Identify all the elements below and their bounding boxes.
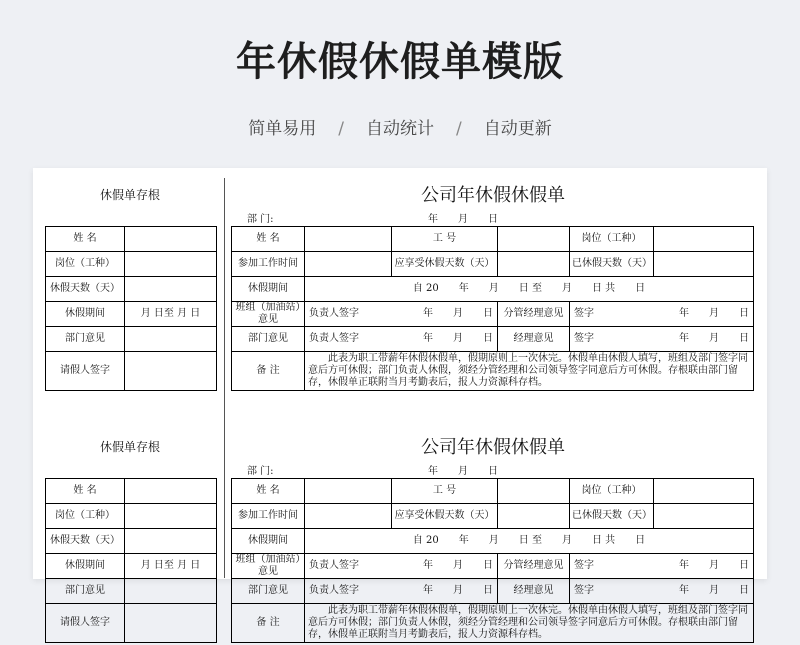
stub-days-field[interactable] bbox=[125, 277, 217, 302]
stub-table bbox=[45, 478, 217, 643]
name-field[interactable] bbox=[305, 227, 392, 252]
join-label: 参加工作时间 bbox=[232, 504, 305, 529]
name-label: 姓 名 bbox=[232, 227, 305, 252]
empno-field[interactable] bbox=[498, 227, 570, 252]
manager-label: 经理意见 bbox=[498, 579, 570, 604]
taken-label: 已休假天数（天） bbox=[570, 252, 654, 277]
stub-days-field[interactable] bbox=[125, 529, 217, 554]
note-label: 备 注 bbox=[232, 604, 305, 643]
team-label: 班组（加油站）意见 bbox=[232, 302, 305, 327]
stub-title: 休假单存根 bbox=[99, 440, 160, 454]
page-title: 年休假休假单模版 bbox=[236, 39, 564, 85]
form-date: 年 月 日 bbox=[428, 214, 498, 225]
form-date: 年 月 日 bbox=[428, 466, 498, 477]
sign-date: 年 月 日 bbox=[679, 585, 749, 596]
leader-sign-label: 负责人签字 bbox=[309, 585, 359, 596]
stub-dept-field[interactable] bbox=[125, 579, 217, 604]
stub-period-field[interactable]: 月 日至 月 日 bbox=[125, 302, 217, 327]
entitled-label: 应享受休假天数（天） bbox=[392, 252, 498, 277]
leave-form-table bbox=[231, 478, 754, 643]
stub-label: 休假期间 bbox=[46, 302, 125, 327]
leader-sign-label: 负责人签字 bbox=[309, 333, 359, 344]
leader-sign-label: 负责人签字 bbox=[309, 560, 359, 571]
leave-form-table bbox=[231, 226, 754, 391]
period-label: 休假期间 bbox=[232, 529, 305, 554]
stub-label: 休假天数（天） bbox=[46, 277, 125, 302]
stub-title: 休假单存根 bbox=[99, 188, 160, 202]
sign-date: 年 月 日 bbox=[423, 560, 493, 571]
stub-period-field[interactable]: 月 日至 月 日 bbox=[125, 554, 217, 579]
feature-easy: 简单易用 bbox=[248, 119, 317, 139]
stub-sign-field[interactable] bbox=[125, 352, 217, 391]
stub-label: 姓 名 bbox=[46, 479, 125, 504]
note-text: 此表为职工带薪年休假休假单，假期原则上一次休完。休假单由休假人填写，班组及部门签字同意后方可休假；部门负责人休假，须经分管经理和公司领导签字同意后方可休假。存根联由部门留存，休假单正联附当月考勤表后，报人力资源科存档。 bbox=[305, 604, 754, 643]
team-opinion-field[interactable] bbox=[305, 302, 498, 327]
post-field[interactable] bbox=[654, 227, 754, 252]
empno-field[interactable] bbox=[498, 479, 570, 504]
sign-date: 年 月 日 bbox=[423, 308, 493, 319]
mgr-label: 分管经理意见 bbox=[498, 554, 570, 579]
stub-sign-field[interactable] bbox=[125, 604, 217, 643]
separator: / bbox=[456, 119, 462, 139]
form-title: 公司年休假休假单 bbox=[421, 437, 565, 458]
period-field[interactable]: 自 20 年 月 日 至 月 日 共 日 bbox=[305, 277, 754, 302]
join-label: 参加工作时间 bbox=[232, 252, 305, 277]
manager-label: 经理意见 bbox=[498, 327, 570, 352]
leader-sign-label: 负责人签字 bbox=[309, 308, 359, 319]
manager-opinion-field[interactable] bbox=[570, 327, 754, 352]
dept-label: 部 门: bbox=[247, 214, 274, 225]
taken-field[interactable] bbox=[654, 252, 754, 277]
dept-opinion-field[interactable] bbox=[305, 579, 498, 604]
empno-label: 工 号 bbox=[392, 227, 498, 252]
sign-label: 签字 bbox=[574, 585, 594, 596]
mgr-opinion-field[interactable] bbox=[570, 554, 754, 579]
sign-date: 年 月 日 bbox=[679, 560, 749, 571]
feature-tagline bbox=[0, 114, 800, 139]
stub-label: 休假天数（天） bbox=[46, 529, 125, 554]
stub-label: 岗位（工种） bbox=[46, 504, 125, 529]
team-opinion-field[interactable] bbox=[305, 554, 498, 579]
stub-name-field[interactable] bbox=[125, 479, 217, 504]
mgr-label: 分管经理意见 bbox=[498, 302, 570, 327]
stub-dept-field[interactable] bbox=[125, 327, 217, 352]
leave-form-block-1 bbox=[33, 168, 767, 393]
stub-name-field[interactable] bbox=[125, 227, 217, 252]
form-sheet bbox=[33, 168, 767, 640]
period-label: 休假期间 bbox=[232, 277, 305, 302]
form-title: 公司年休假休假单 bbox=[421, 185, 565, 206]
stub-label: 请假人签字 bbox=[46, 604, 125, 643]
sign-label: 签字 bbox=[574, 308, 594, 319]
join-field[interactable] bbox=[305, 504, 392, 529]
join-field[interactable] bbox=[305, 252, 392, 277]
dept-opinion-label: 部门意见 bbox=[232, 327, 305, 352]
leave-form-block-2 bbox=[33, 420, 767, 645]
stub-label: 岗位（工种） bbox=[46, 252, 125, 277]
stub-post-field[interactable] bbox=[125, 252, 217, 277]
dept-label: 部 门: bbox=[247, 466, 274, 477]
post-field[interactable] bbox=[654, 479, 754, 504]
sign-date: 年 月 日 bbox=[679, 333, 749, 344]
post-label: 岗位（工种） bbox=[570, 479, 654, 504]
dept-opinion-field[interactable] bbox=[305, 327, 498, 352]
feature-auto-update: 自动更新 bbox=[483, 119, 552, 139]
mgr-opinion-field[interactable] bbox=[570, 302, 754, 327]
stub-label: 部门意见 bbox=[46, 579, 125, 604]
separator: / bbox=[338, 119, 344, 139]
stub-table bbox=[45, 226, 217, 391]
entitled-field[interactable] bbox=[498, 252, 570, 277]
entitled-label: 应享受休假天数（天） bbox=[392, 504, 498, 529]
stub-label: 请假人签字 bbox=[46, 352, 125, 391]
manager-opinion-field[interactable] bbox=[570, 579, 754, 604]
team-label: 班组（加油站）意见 bbox=[232, 554, 305, 579]
sign-label: 签字 bbox=[574, 333, 594, 344]
period-field[interactable]: 自 20 年 月 日 至 月 日 共 日 bbox=[305, 529, 754, 554]
sign-date: 年 月 日 bbox=[423, 585, 493, 596]
stub-label: 休假期间 bbox=[46, 554, 125, 579]
sign-label: 签字 bbox=[574, 560, 594, 571]
empno-label: 工 号 bbox=[392, 479, 498, 504]
note-label: 备 注 bbox=[232, 352, 305, 391]
stub-post-field[interactable] bbox=[125, 504, 217, 529]
name-field[interactable] bbox=[305, 479, 392, 504]
dept-opinion-label: 部门意见 bbox=[232, 579, 305, 604]
entitled-field[interactable] bbox=[498, 504, 570, 529]
feature-auto-stats: 自动统计 bbox=[366, 119, 434, 139]
stub-label: 部门意见 bbox=[46, 327, 125, 352]
note-text: 此表为职工带薪年休假休假单，假期原则上一次休完。休假单由休假人填写，班组及部门签字同意后方可休假；部门负责人休假，须经分管经理和公司领导签字同意后方可休假。存根联由部门留存，休假单正联附当月考勤表后，报人力资源科存档。 bbox=[305, 352, 754, 391]
taken-field[interactable] bbox=[654, 504, 754, 529]
sign-date: 年 月 日 bbox=[679, 308, 749, 319]
stub-label: 姓 名 bbox=[46, 227, 125, 252]
name-label: 姓 名 bbox=[232, 479, 305, 504]
post-label: 岗位（工种） bbox=[570, 227, 654, 252]
taken-label: 已休假天数（天） bbox=[570, 504, 654, 529]
sign-date: 年 月 日 bbox=[423, 333, 493, 344]
